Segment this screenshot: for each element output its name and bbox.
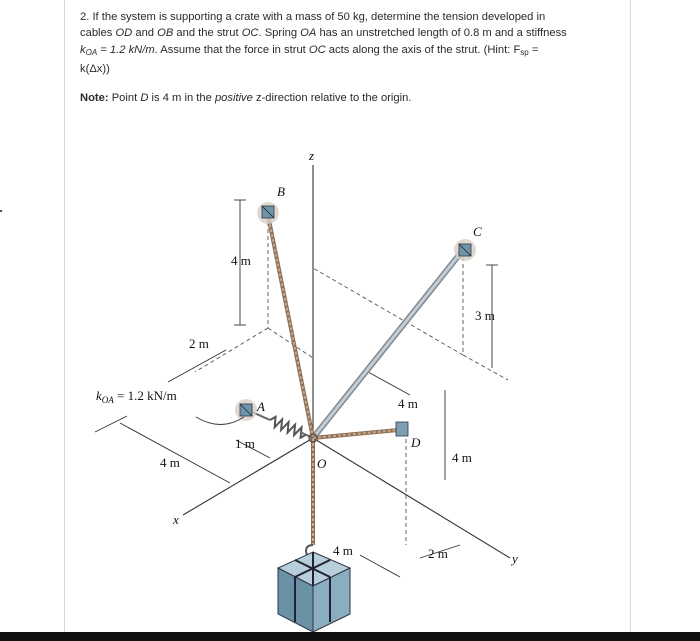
note-positive: positive: [214, 91, 253, 104]
problem-text: . Spring: [258, 27, 301, 40]
dim-2m-y: 2 m: [428, 546, 448, 561]
dim-2m-left: 2 m: [189, 336, 209, 351]
dim-4m-right: 4 m: [452, 450, 472, 465]
x-axis-label: x: [173, 512, 179, 527]
stiffness-value: = 1.2 kN/m: [97, 43, 155, 56]
point-o-label: O: [317, 456, 327, 471]
y-axis-label: y: [512, 551, 518, 566]
point-a-label: A: [257, 399, 265, 414]
dim-c-height: 3 m: [475, 308, 495, 323]
spring-coil: [268, 415, 308, 439]
point-c-label: C: [473, 224, 482, 239]
hint-formula: k(Δx)): [80, 63, 110, 76]
stiffness-subscript: OA: [85, 47, 98, 57]
force-subscript: sp: [520, 47, 529, 57]
dim-4m-x: 4 m: [160, 455, 180, 470]
problem-text: has an unstretched length of 0.8 m and a stiffness: [316, 27, 567, 40]
cable-ob-label: OB: [157, 27, 174, 40]
strut-oc-label: OC: [241, 27, 259, 40]
spring-k: k: [96, 388, 102, 403]
strut-oc-highlight: [313, 250, 463, 438]
dim-4m-d: 4 m: [398, 396, 418, 411]
point-b-label: B: [277, 184, 285, 199]
problem-text: acts along the axis of the strut. (Hint: F: [325, 43, 521, 56]
support-b: [257, 202, 279, 224]
spring-stiffness-label: [96, 388, 177, 405]
spring-label-leader: [196, 417, 244, 425]
problem-text: cables: [80, 27, 116, 40]
point-d-label: D: [411, 435, 421, 450]
spring-oa-label: OA: [300, 27, 317, 40]
spring-k-sub: OA: [101, 395, 114, 405]
y-axis: [313, 438, 510, 558]
dim-4m-y: 4 m: [333, 543, 353, 558]
note-label: Note:: [80, 91, 109, 104]
note-text: z-direction relative to the origin.: [252, 91, 412, 104]
crate: [278, 552, 350, 632]
bottom-bar: [0, 632, 700, 641]
cable-od-texture: [313, 430, 398, 438]
strut-oc-label: OC: [308, 43, 326, 56]
problem-text: and the strut: [173, 27, 242, 40]
problem-text: . Assume that the force in strut: [154, 43, 309, 56]
note-text: Point: [108, 91, 141, 104]
dim-b-height: 4 m: [231, 253, 251, 268]
z-axis-label: z: [309, 148, 315, 163]
note-text: is 4 m in the: [148, 91, 215, 104]
dim-1m: 1 m: [235, 436, 255, 451]
cable-od-label: OD: [115, 27, 133, 40]
problem-text: =: [528, 43, 539, 56]
problem-text: and: [132, 27, 158, 40]
problem-text: If the system is supporting a crate with a mass of 50 kg, determine the tension developed in: [92, 11, 546, 23]
spring-k-value: = 1.2 kN/m: [113, 388, 177, 403]
support-d: [396, 422, 408, 436]
point-d-ref: D: [140, 91, 149, 104]
support-c: [454, 239, 476, 261]
support-a: [235, 399, 257, 421]
stiffness-symbol: k: [80, 43, 86, 56]
problem-number: 2.: [80, 11, 90, 23]
